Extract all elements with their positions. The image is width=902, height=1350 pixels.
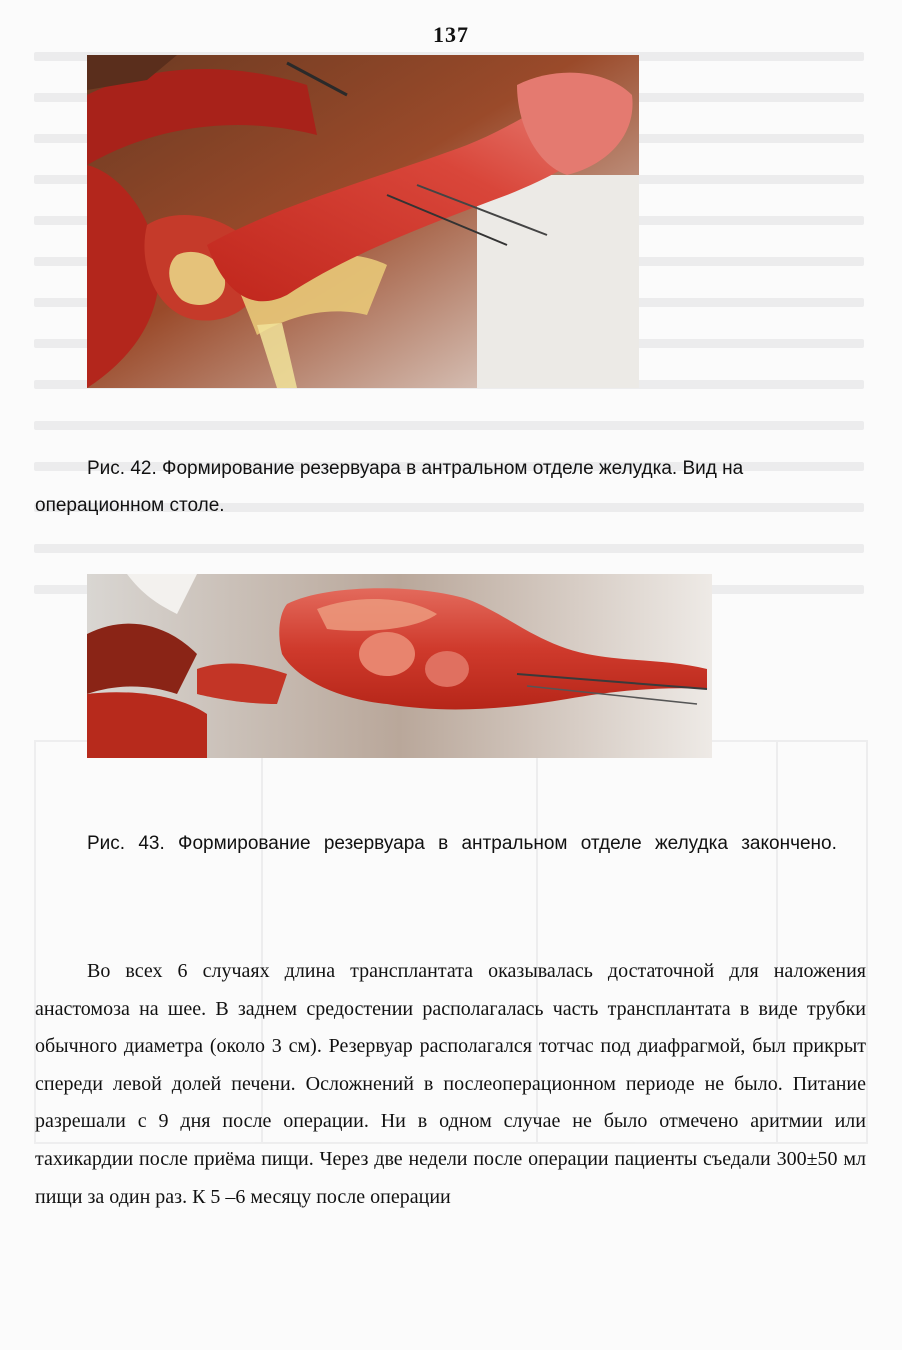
- figure-42-photo: [87, 55, 639, 388]
- figure-42-caption: Рис. 42. Формирование резервуара в антральном отделе желудка. Вид на операционном столе.: [35, 458, 744, 516]
- figure-43-caption: Рис. 43. Формирование резервуара в антральном отделе желудка закончено.: [87, 833, 837, 854]
- page-number: 137: [433, 22, 469, 47]
- figure-43-photo: [87, 574, 712, 758]
- body-paragraph: Во всех 6 случаях длина трансплантата оказывалась достаточной для наложения анастомоза на шее. В заднем средостении располагалась часть трансплантата в виде трубки обычного диаметра (около 3 см). Резервуар располагался тотчас под диафрагмой, был прикрыт спереди левой долей печени. Осложнений в послеоперационном периоде не было. Питание разрешали с 9 дня после операции. Ни в одном случае не было отмечено аритмии или тахикардии после приёма пищи. Через две недели после операции пациенты съедали 300±50 мл пищи за один раз. К 5 –6 месяцу после операции: [35, 960, 866, 1208]
